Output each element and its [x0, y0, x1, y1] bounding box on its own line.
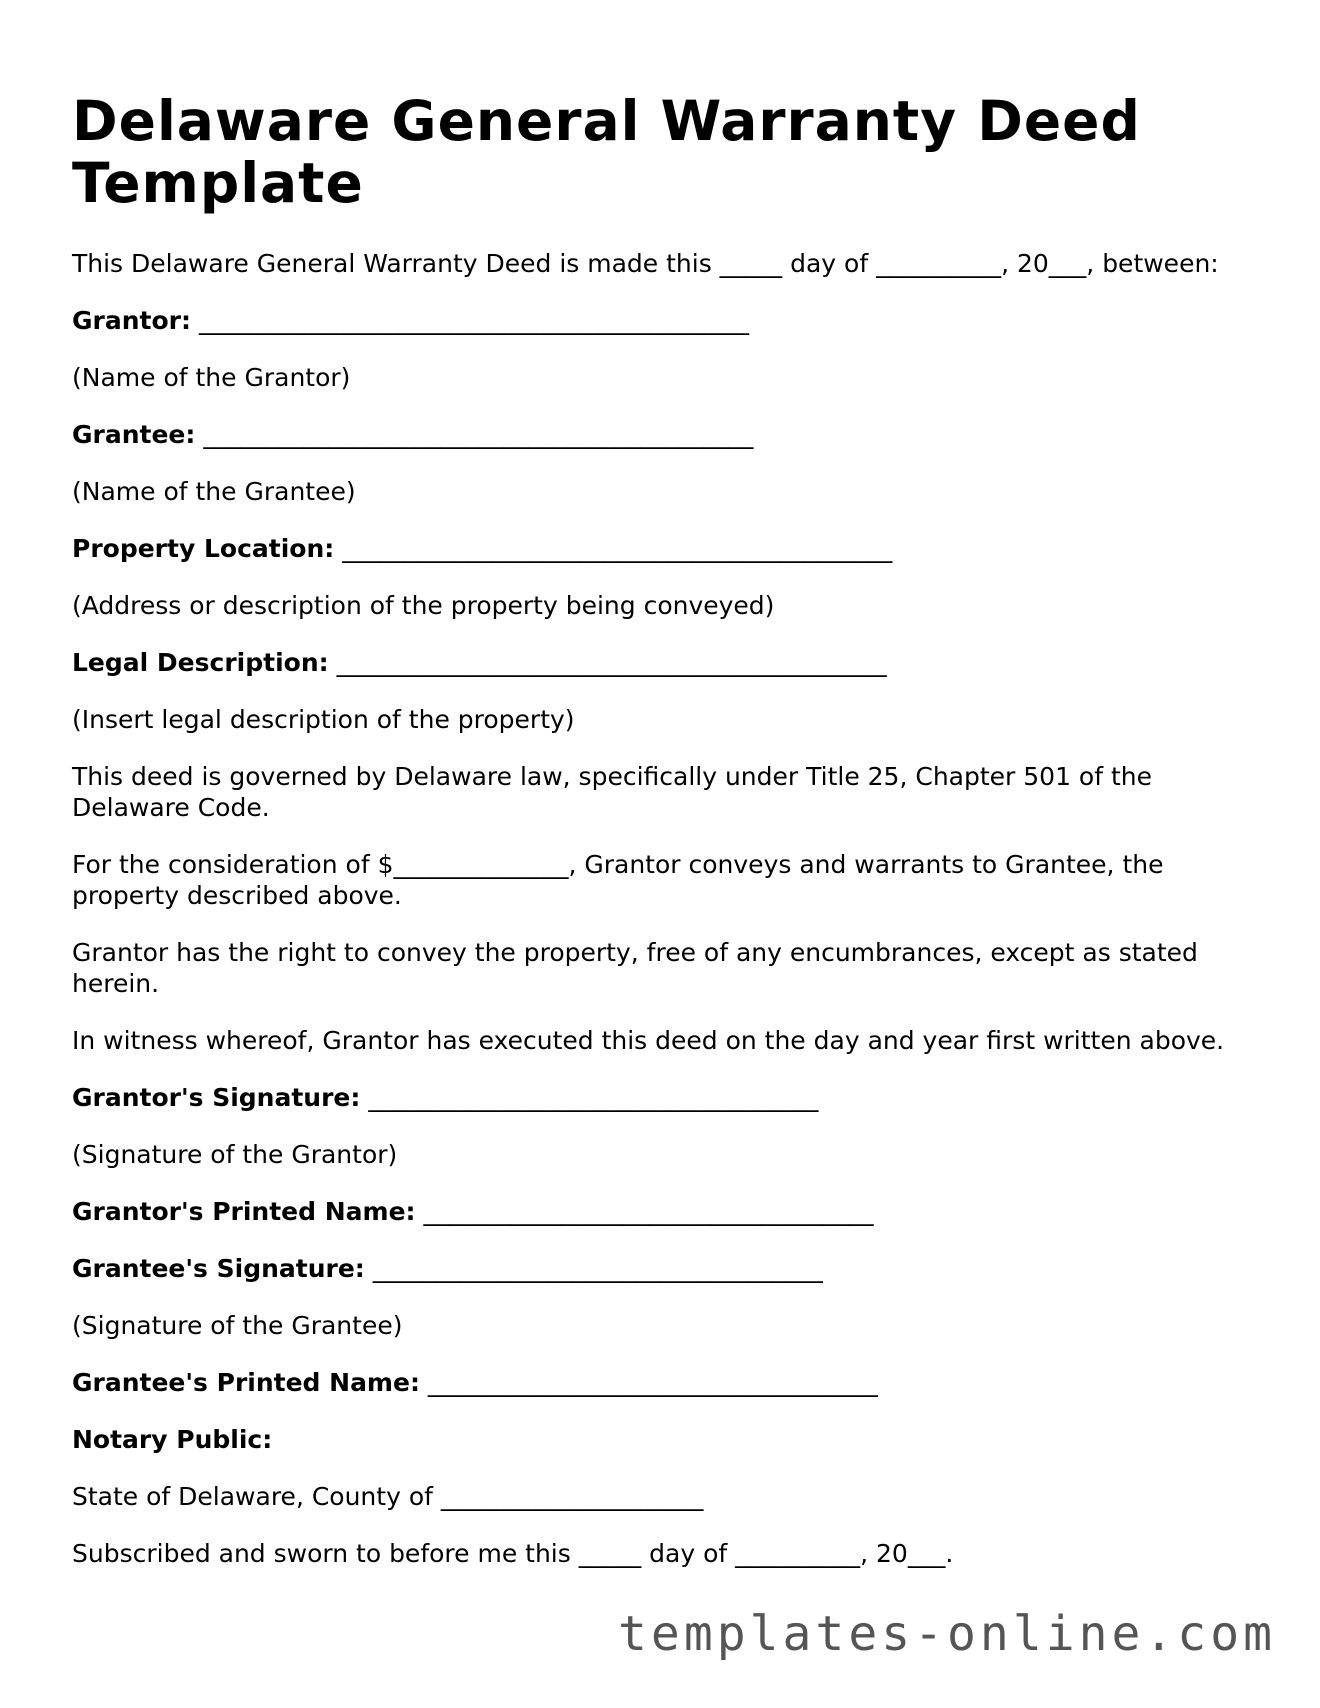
grantor-printed-name-label: Grantor's Printed Name:	[72, 1197, 416, 1226]
notary-county-line: State of Delaware, County of _____________________	[72, 1482, 704, 1511]
legal-description-label: Legal Description:	[72, 648, 329, 677]
legal-description-note: (Insert legal description of the property)	[72, 705, 575, 734]
grantor-signature-field	[72, 1082, 1252, 1113]
grantor-signature-note: (Signature of the Grantor)	[72, 1140, 398, 1169]
grantor-signature-label: Grantor's Signature:	[72, 1083, 361, 1112]
grantee-printed-name-blank: ____________________________________	[427, 1368, 878, 1397]
grantor-printed-name-field	[72, 1196, 1252, 1227]
grantor-note: (Name of the Grantor)	[72, 363, 351, 392]
page-title: Delaware General Warranty Deed Template	[72, 89, 1141, 215]
property-location-note: (Address or description of the property being conveyed)	[72, 591, 775, 620]
grantee-note: (Name of the Grantee)	[72, 477, 356, 506]
grantee-field	[72, 419, 1252, 450]
grantee-blank: ____________________________________________	[203, 420, 754, 449]
grantee-signature-field	[72, 1253, 1252, 1284]
grantee-signature-label: Grantee's Signature:	[72, 1254, 365, 1283]
document-page	[72, 90, 1252, 1595]
grantee-label: Grantee:	[72, 420, 196, 449]
witness-paragraph: In witness whereof, Grantor has executed this deed on the day and year first written above.	[72, 1026, 1225, 1055]
property-location-blank: ____________________________________________	[342, 534, 893, 563]
grantor-label: Grantor:	[72, 306, 191, 335]
legal-description-field	[72, 647, 1252, 678]
notary-heading	[72, 1424, 1252, 1455]
grantee-signature-blank: ____________________________________	[372, 1254, 823, 1283]
legal-description-blank: ____________________________________________	[336, 648, 887, 677]
grantee-printed-name-label: Grantee's Printed Name:	[72, 1368, 420, 1397]
notary-label: Notary Public:	[72, 1425, 273, 1454]
watermark-text: templates-online.com	[618, 1606, 1276, 1662]
grantee-printed-name-field	[72, 1367, 1252, 1398]
grantor-blank: ____________________________________________	[198, 306, 749, 335]
intro-paragraph: This Delaware General Warranty Deed is made this _____ day of __________, 20___, between:	[72, 249, 1219, 278]
grantor-signature-blank: ____________________________________	[368, 1083, 819, 1112]
governing-law-paragraph: This deed is governed by Delaware law, specifically under Title 25, Chapter 501 of the Delaware Code.	[72, 762, 1152, 822]
property-location-field	[72, 533, 1252, 564]
property-location-label: Property Location:	[72, 534, 335, 563]
right-to-convey-paragraph: Grantor has the right to convey the property, free of any encumbrances, except as stated herein.	[72, 938, 1198, 998]
notary-subscribed-line: Subscribed and sworn to before me this _____ day of __________, 20___.	[72, 1539, 954, 1568]
grantee-signature-note: (Signature of the Grantee)	[72, 1311, 403, 1340]
grantor-field	[72, 305, 1252, 336]
consideration-paragraph: For the consideration of $______________, Grantor conveys and warrants to Grantee, the property described above.	[72, 850, 1164, 910]
grantor-printed-name-blank: ____________________________________	[423, 1197, 874, 1226]
